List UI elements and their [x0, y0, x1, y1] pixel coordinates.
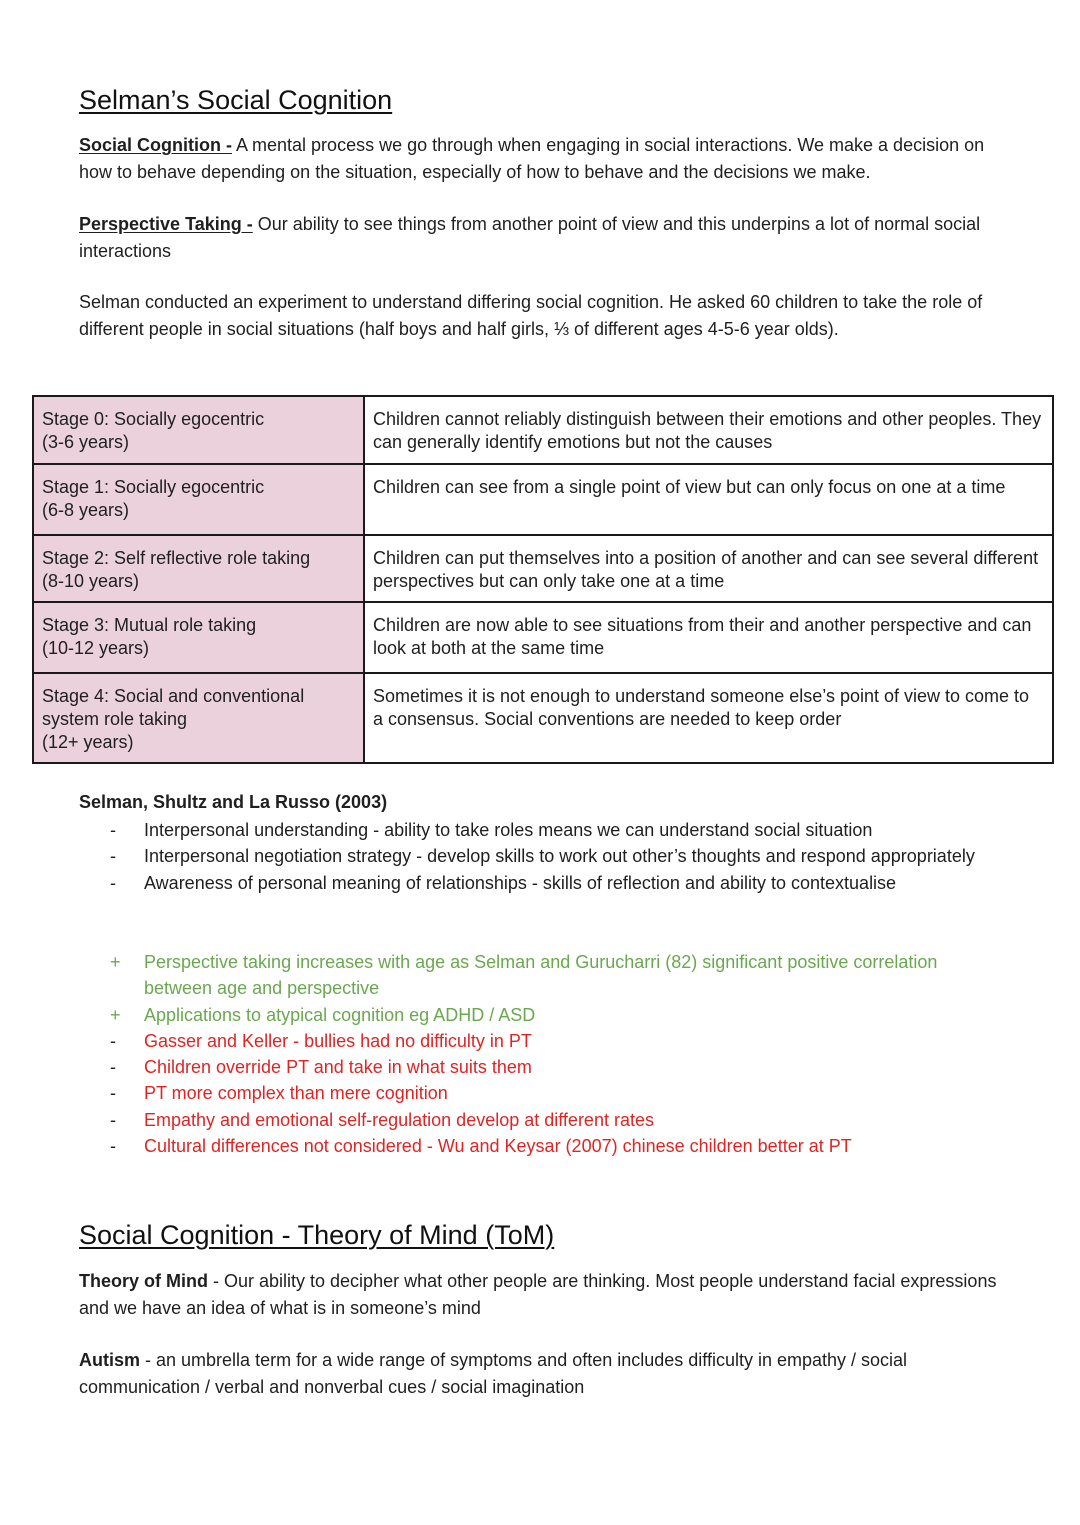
stage-name: Stage 2: Self reflective role taking — [42, 548, 311, 568]
definition-autism — [79, 1347, 1009, 1400]
bullet-marker: - — [110, 1083, 116, 1104]
term-theory-of-mind: Theory of Mind — [79, 1271, 208, 1291]
definition-perspective-taking — [79, 211, 1009, 264]
stage-description: Children cannot reliably distinguish between their emotions and other peoples. They can generally identify emotions but not the causes — [364, 396, 1053, 464]
stage-age: (3-6 years) — [42, 432, 130, 452]
stage-row — [33, 602, 1053, 673]
list-item — [79, 817, 1009, 843]
list-item — [79, 1002, 1009, 1028]
section-title-theory-of-mind: Social Cognition - Theory of Mind (ToM) — [79, 1220, 555, 1250]
bullet-marker: - — [110, 846, 116, 867]
definition-text: - an umbrella term for a wide range of symptoms and often includes difficulty in empathy / social communication / verbal and nonverbal cues / social imagination — [79, 1350, 908, 1397]
stage-name-cell — [33, 464, 364, 535]
list-item — [79, 1054, 1009, 1080]
evaluation-list — [79, 949, 1009, 1159]
stage-name: Stage 1: Socially egocentric — [42, 477, 265, 497]
bullet-marker: + — [110, 952, 121, 972]
bullet-marker: + — [110, 1004, 121, 1025]
definition-theory-of-mind — [79, 1268, 1009, 1321]
bullet-marker: - — [110, 820, 116, 840]
definition-social-cognition — [79, 132, 1009, 185]
stage-age: (10-12 years) — [42, 638, 150, 658]
bullet-text: Gasser and Keller - bullies had no difficulty in PT — [144, 1030, 532, 1051]
stage-row — [33, 396, 1053, 464]
bullet-marker: - — [110, 1030, 116, 1051]
bullet-text: Perspective taking increases with age as Selman and Gurucharri (82) significant positive correlation between age and perspective — [144, 952, 938, 999]
selman-2003-heading: Selman, Shultz and La Russo (2003) — [79, 792, 388, 812]
stage-name: Stage 3: Mutual role taking — [42, 615, 257, 635]
list-item — [79, 1080, 1009, 1106]
bullet-text: Empathy and emotional self-regulation develop at different rates — [144, 1109, 654, 1130]
experiment-paragraph: Selman conducted an experiment to understand differing social cognition. He asked 60 children to take the role of different people in social situations (half boys and half girls, ⅓ of different ages 4-5-6 year olds). — [79, 292, 983, 339]
bullet-text: Interpersonal negotiation strategy - develop skills to work out other’s thoughts and respond appropriately — [144, 846, 975, 867]
bullet-text: Applications to atypical cognition eg ADHD / ASD — [144, 1004, 536, 1025]
definition-text: A mental process we go through when engaging in social interactions. We make a decision on how to behave depending on the situation, especially of how to behave and the decisions we make. — [79, 135, 985, 182]
definition-text: Our ability to see things from another point of view and this underpins a lot of normal social interactions — [79, 214, 981, 261]
list-item — [79, 870, 1009, 896]
stage-row — [33, 535, 1053, 602]
selman-2003-list — [79, 817, 1009, 896]
stage-description: Children are now able to see situations from their and another perspective and can look at both at the same time — [364, 602, 1053, 673]
stage-row — [33, 673, 1053, 763]
term-autism: Autism — [79, 1350, 141, 1370]
list-item — [79, 843, 1009, 869]
stage-name-cell — [33, 535, 364, 602]
stage-description: Children can see from a single point of view but can only focus on one at a time — [364, 464, 1053, 535]
list-item — [79, 1107, 1009, 1133]
stage-age: (6-8 years) — [42, 500, 130, 520]
stage-row — [33, 464, 1053, 535]
section-title-selman: Selman’s Social Cognition — [79, 85, 393, 115]
list-item — [79, 1133, 1009, 1159]
bullet-marker: - — [110, 1109, 116, 1130]
bullet-text: Children override PT and take in what suits them — [144, 1057, 532, 1078]
list-item — [79, 1028, 1009, 1054]
bullet-text: Awareness of personal meaning of relationships - skills of reflection and ability to contextualise — [144, 872, 897, 893]
stage-description: Sometimes it is not enough to understand someone else’s point of view to come to a consensus. Social conventions are needed to keep order — [364, 673, 1053, 763]
bullet-marker: - — [110, 1136, 116, 1157]
bullet-text: Cultural differences not considered - Wu and Keysar (2007) chinese children better at PT — [144, 1136, 852, 1157]
bullet-text: PT more complex than mere cognition — [144, 1083, 448, 1104]
stages-table — [32, 395, 1054, 764]
stage-age: (8-10 years) — [42, 571, 140, 591]
term-social-cognition: Social Cognition - — [79, 135, 232, 155]
stage-age: (12+ years) — [42, 732, 134, 752]
stage-name: Stage 0: Socially egocentric — [42, 409, 265, 429]
stage-name-cell — [33, 673, 364, 763]
stage-name: Stage 4: Social and conventional system role taking — [42, 686, 305, 729]
bullet-marker: - — [110, 1057, 116, 1078]
list-item — [79, 949, 1009, 1002]
stage-description: Children can put themselves into a position of another and can see several different perspectives but can only take one at a time — [364, 535, 1053, 602]
term-perspective-taking: Perspective Taking - — [79, 214, 253, 234]
bullet-text: Interpersonal understanding - ability to take roles means we can understand social situation — [144, 820, 873, 840]
definition-text: - Our ability to decipher what other people are thinking. Most people understand facial expressions and we have an idea of what is in someone’s mind — [79, 1271, 997, 1318]
stage-name-cell — [33, 602, 364, 673]
bullet-marker: - — [110, 872, 116, 893]
stage-name-cell — [33, 396, 364, 464]
